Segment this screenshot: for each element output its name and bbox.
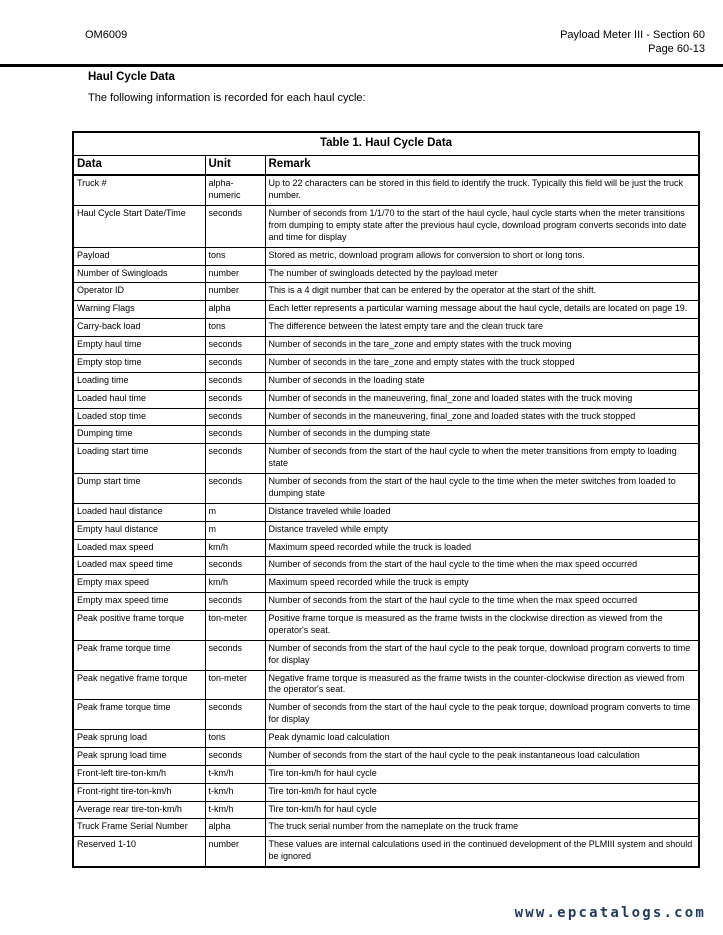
- table-row: [73, 521, 699, 539]
- cell-data: Loaded max speed: [73, 539, 205, 557]
- table-row: [73, 444, 699, 474]
- cell-unit: number: [205, 265, 265, 283]
- cell-data: Dumping time: [73, 426, 205, 444]
- cell-data: Empty haul time: [73, 337, 205, 355]
- cell-unit: number: [205, 283, 265, 301]
- cell-data: Number of Swingloads: [73, 265, 205, 283]
- table-row: [73, 265, 699, 283]
- table-row: [73, 175, 699, 205]
- cell-remark: Number of seconds in the maneuvering, final_zone and loaded states with the truck stopped: [265, 408, 699, 426]
- cell-remark: Number of seconds in the tare_zone and empty states with the truck stopped: [265, 354, 699, 372]
- cell-unit: km/h: [205, 539, 265, 557]
- cell-unit: ton-meter: [205, 670, 265, 700]
- cell-data: Empty max speed time: [73, 593, 205, 611]
- column-header-unit: Unit: [205, 156, 265, 176]
- table-row: [73, 426, 699, 444]
- cell-data: Peak sprung load: [73, 730, 205, 748]
- cell-data: Peak sprung load time: [73, 747, 205, 765]
- table-row: [73, 408, 699, 426]
- cell-remark: Number of seconds in the dumping state: [265, 426, 699, 444]
- cell-data: Peak frame torque time: [73, 640, 205, 670]
- cell-remark: Tire ton-km/h for haul cycle: [265, 801, 699, 819]
- haul-table-body: [73, 175, 699, 867]
- cell-unit: seconds: [205, 354, 265, 372]
- cell-unit: t-km/h: [205, 765, 265, 783]
- table-row: [73, 206, 699, 248]
- cell-unit: tons: [205, 247, 265, 265]
- section-heading: Haul Cycle Data: [88, 71, 175, 83]
- table-row: [73, 801, 699, 819]
- cell-data: Payload: [73, 247, 205, 265]
- cell-remark: This is a 4 digit number that can be entered by the operator at the start of the shift.: [265, 283, 699, 301]
- cell-remark: Negative frame torque is measured as the frame twists in the counter-clockwise direction as viewed from the operator's seat.: [265, 670, 699, 700]
- page-header: [85, 28, 705, 56]
- cell-unit: seconds: [205, 408, 265, 426]
- cell-remark: Distance traveled while empty: [265, 521, 699, 539]
- cell-remark: The number of swingloads detected by the payload meter: [265, 265, 699, 283]
- cell-data: Truck Frame Serial Number: [73, 819, 205, 837]
- watermark-link[interactable]: www.epcatalogs.com: [514, 905, 706, 921]
- cell-remark: Number of seconds from the start of the haul cycle to the time when the max speed occurred: [265, 593, 699, 611]
- cell-unit: seconds: [205, 557, 265, 575]
- cell-data: Front-left tire-ton-km/h: [73, 765, 205, 783]
- table-row: [73, 837, 699, 867]
- table-column-header-row: [73, 156, 699, 176]
- table-row: [73, 747, 699, 765]
- cell-data: Warning Flags: [73, 301, 205, 319]
- cell-remark: Maximum speed recorded while the truck is loaded: [265, 539, 699, 557]
- cell-unit: tons: [205, 730, 265, 748]
- cell-unit: seconds: [205, 426, 265, 444]
- table-row: [73, 575, 699, 593]
- cell-unit: number: [205, 837, 265, 867]
- cell-remark: Number of seconds from 1/1/70 to the start of the haul cycle, haul cycle starts when the meter transitions from dumping to empty state after the previous haul cycle, download program converts seconds into date and time for display: [265, 206, 699, 248]
- cell-data: Loaded max speed time: [73, 557, 205, 575]
- cell-unit: seconds: [205, 206, 265, 248]
- cell-data: Loaded haul distance: [73, 503, 205, 521]
- table-row: [73, 670, 699, 700]
- header-right: [560, 28, 705, 56]
- cell-data: Average rear tire-ton-km/h: [73, 801, 205, 819]
- cell-unit: ton-meter: [205, 611, 265, 641]
- cell-remark: Stored as metric, download program allows for conversion to short or long tons.: [265, 247, 699, 265]
- cell-unit: seconds: [205, 747, 265, 765]
- table-row: [73, 783, 699, 801]
- cell-remark: Number of seconds in the loading state: [265, 372, 699, 390]
- table-row: [73, 539, 699, 557]
- cell-remark: Peak dynamic load calculation: [265, 730, 699, 748]
- cell-data: Loading time: [73, 372, 205, 390]
- doc-section-title: Payload Meter III - Section 60: [560, 29, 705, 41]
- cell-remark: Maximum speed recorded while the truck is empty: [265, 575, 699, 593]
- cell-unit: t-km/h: [205, 783, 265, 801]
- table-row: [73, 819, 699, 837]
- cell-unit: t-km/h: [205, 801, 265, 819]
- table-title-row: [73, 132, 699, 156]
- cell-unit: m: [205, 503, 265, 521]
- cell-data: Peak negative frame torque: [73, 670, 205, 700]
- cell-unit: seconds: [205, 593, 265, 611]
- cell-remark: Number of seconds in the maneuvering, final_zone and loaded states with the truck moving: [265, 390, 699, 408]
- intro-text: The following information is recorded for each haul cycle:: [88, 92, 366, 104]
- table-row: [73, 765, 699, 783]
- cell-data: Empty max speed: [73, 575, 205, 593]
- doc-number: OM6009: [85, 29, 128, 41]
- cell-remark: Tire ton-km/h for haul cycle: [265, 783, 699, 801]
- cell-data: Operator ID: [73, 283, 205, 301]
- cell-remark: Positive frame torque is measured as the frame twists in the clockwise direction as viewed from the operator's seat.: [265, 611, 699, 641]
- table-row: [73, 390, 699, 408]
- cell-unit: alpha: [205, 301, 265, 319]
- cell-remark: Number of seconds from the start of the haul cycle to the time when the meter switches from loaded to dumping state: [265, 474, 699, 504]
- cell-remark: Tire ton-km/h for haul cycle: [265, 765, 699, 783]
- cell-unit: seconds: [205, 700, 265, 730]
- table-row: [73, 730, 699, 748]
- cell-data: Reserved 1-10: [73, 837, 205, 867]
- table-row: [73, 354, 699, 372]
- cell-unit: alpha-numeric: [205, 175, 265, 205]
- cell-remark: Up to 22 characters can be stored in this field to identify the truck. Typically this field will be just the truck number.: [265, 175, 699, 205]
- table-row: [73, 247, 699, 265]
- table-row: [73, 301, 699, 319]
- cell-data: Dump start time: [73, 474, 205, 504]
- table-row: [73, 700, 699, 730]
- column-header-data: Data: [73, 156, 205, 176]
- cell-remark: These values are internal calculations used in the continued development of the PLMIII system and should be ignored: [265, 837, 699, 867]
- cell-data: Peak positive frame torque: [73, 611, 205, 641]
- header-rule-divider: [0, 64, 723, 67]
- cell-remark: Number of seconds from the start of the haul cycle to the peak instantaneous load calculation: [265, 747, 699, 765]
- cell-unit: seconds: [205, 390, 265, 408]
- cell-remark: Number of seconds from the start of the haul cycle to the peak torque, download program converts to time for display: [265, 640, 699, 670]
- cell-data: Peak frame torque time: [73, 700, 205, 730]
- cell-unit: km/h: [205, 575, 265, 593]
- cell-remark: The difference between the latest empty tare and the clean truck tare: [265, 319, 699, 337]
- cell-remark: Number of seconds from the start of the haul cycle to the time when the max speed occurred: [265, 557, 699, 575]
- table-row: [73, 283, 699, 301]
- cell-unit: tons: [205, 319, 265, 337]
- cell-remark: Each letter represents a particular warning message about the haul cycle, details are located on page 19.: [265, 301, 699, 319]
- column-header-remark: Remark: [265, 156, 699, 176]
- cell-unit: m: [205, 521, 265, 539]
- table-row: [73, 640, 699, 670]
- cell-data: Carry-back load: [73, 319, 205, 337]
- haul-cycle-table: [72, 131, 700, 868]
- table-row: [73, 611, 699, 641]
- cell-unit: seconds: [205, 444, 265, 474]
- table-row: [73, 319, 699, 337]
- cell-unit: seconds: [205, 337, 265, 355]
- cell-remark: Number of seconds from the start of the haul cycle to the peak torque, download program converts to time for display: [265, 700, 699, 730]
- cell-data: Empty stop time: [73, 354, 205, 372]
- table-row: [73, 557, 699, 575]
- cell-data: Loading start time: [73, 444, 205, 474]
- cell-data: Haul Cycle Start Date/Time: [73, 206, 205, 248]
- cell-data: Front-right tire-ton-km/h: [73, 783, 205, 801]
- cell-unit: seconds: [205, 372, 265, 390]
- cell-remark: Distance traveled while loaded: [265, 503, 699, 521]
- page-number: Page 60-13: [648, 43, 705, 55]
- table-row: [73, 372, 699, 390]
- cell-unit: seconds: [205, 474, 265, 504]
- cell-remark: The truck serial number from the nameplate on the truck frame: [265, 819, 699, 837]
- table-row: [73, 593, 699, 611]
- cell-data: Loaded haul time: [73, 390, 205, 408]
- cell-data: Empty haul distance: [73, 521, 205, 539]
- cell-data: Loaded stop time: [73, 408, 205, 426]
- cell-remark: Number of seconds from the start of the haul cycle to when the meter transitions from empty to loading state: [265, 444, 699, 474]
- table-row: [73, 474, 699, 504]
- cell-remark: Number of seconds in the tare_zone and empty states with the truck moving: [265, 337, 699, 355]
- table-row: [73, 337, 699, 355]
- table-row: [73, 503, 699, 521]
- cell-unit: alpha: [205, 819, 265, 837]
- table-title: Table 1. Haul Cycle Data: [73, 132, 699, 156]
- cell-data: Truck #: [73, 175, 205, 205]
- cell-unit: seconds: [205, 640, 265, 670]
